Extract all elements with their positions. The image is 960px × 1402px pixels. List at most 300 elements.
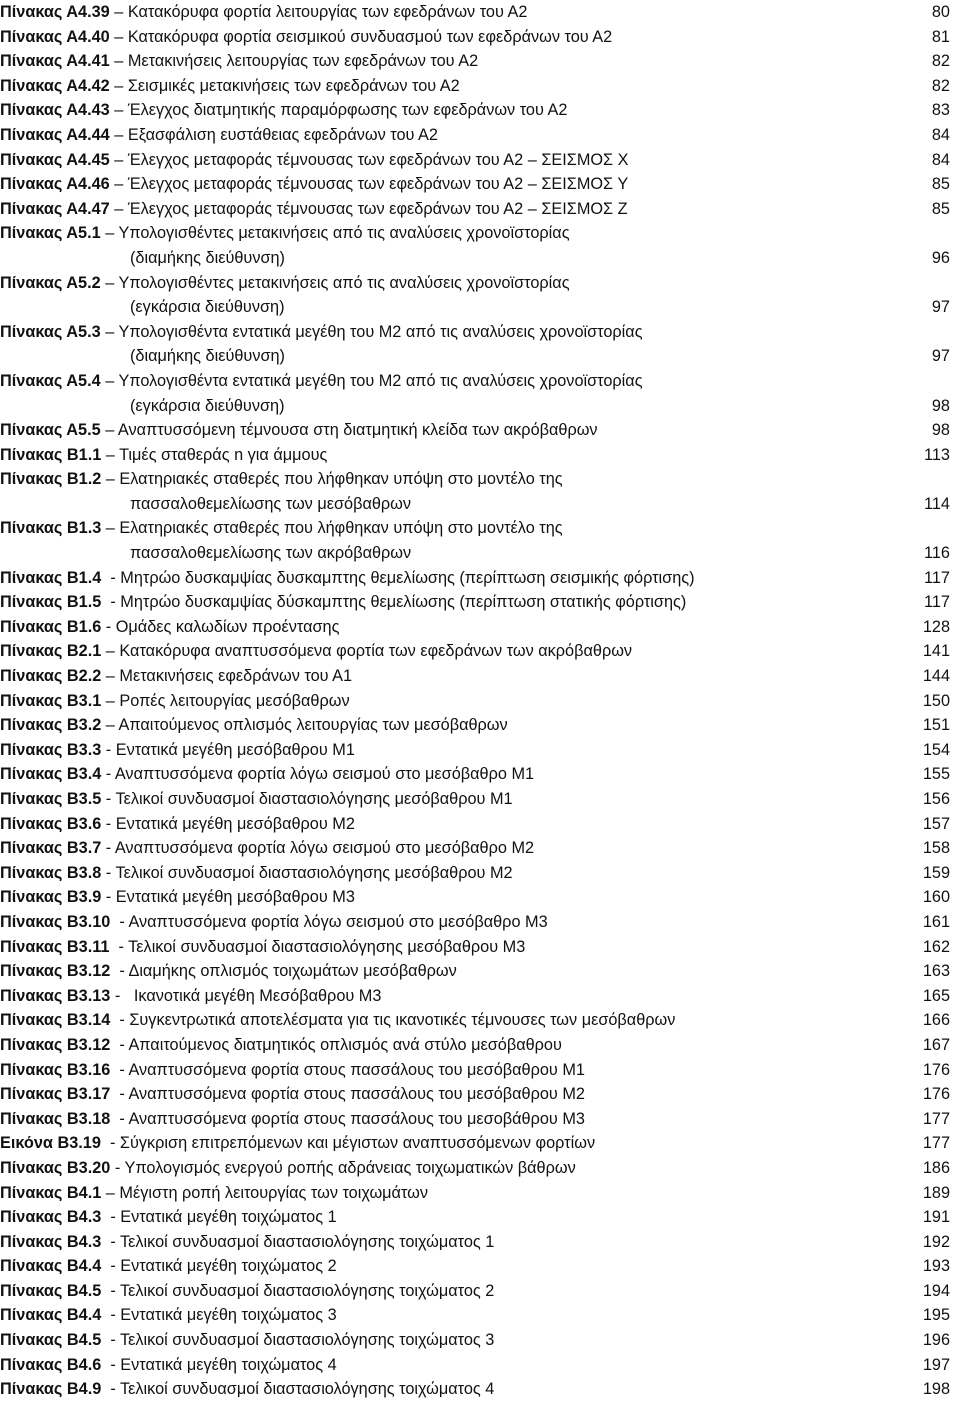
toc-row: [0, 74, 960, 99]
toc-entry[interactable]: [0, 123, 960, 148]
toc-separator: –: [101, 1183, 120, 1202]
toc-number: 42: [91, 76, 110, 95]
toc-description: Μητρώο δυσκαμψίας δυσκαμπτης θεμελίωσης (περίπτωση σεισμικής φόρτισης): [120, 568, 695, 587]
toc-description-continued: πασσαλοθεμελίωσης των ακρόβαθρων: [130, 544, 412, 563]
toc-separator: -: [101, 1281, 120, 1300]
toc-prefix: Πίνακας Α5.: [0, 371, 92, 390]
toc-number: 3: [92, 1208, 102, 1227]
toc-prefix: Πίνακας Β1.: [0, 445, 93, 464]
toc-label: [0, 812, 355, 837]
toc-entry[interactable]: [0, 516, 960, 565]
toc-entry[interactable]: [0, 615, 960, 640]
toc-separator: -: [101, 863, 116, 882]
toc-number: 2: [92, 716, 102, 735]
toc-entry[interactable]: [0, 1181, 960, 1206]
toc-separator: –: [100, 322, 119, 341]
toc-number: 5: [92, 593, 102, 612]
toc-row: [0, 1279, 960, 1304]
toc-prefix: Πίνακας Β3.: [0, 1035, 93, 1054]
toc-separator: –: [100, 224, 119, 243]
toc-description: Τελικοί συνδυασμοί διαστασιολόγησης τοιχώματος 1: [119, 1232, 495, 1251]
toc-entry[interactable]: [0, 1377, 960, 1402]
toc-number: 10: [92, 912, 111, 931]
toc-label: [0, 221, 570, 246]
toc-entry[interactable]: [0, 1082, 960, 1107]
toc-entry[interactable]: [0, 1156, 960, 1181]
toc-entry[interactable]: [0, 1008, 960, 1033]
toc-label: [0, 123, 438, 148]
toc-prefix: Πίνακας Α4.: [0, 27, 92, 46]
toc-prefix: Πίνακας Α4.: [0, 101, 92, 120]
toc-description: Ελατηριακές σταθερές που λήφθηκαν υπόψη στο μοντέλο της: [119, 519, 563, 538]
toc-page-number: 155: [922, 765, 950, 784]
toc-label: [0, 418, 598, 443]
toc-row: [0, 98, 960, 123]
toc-entry[interactable]: [0, 1033, 960, 1058]
toc-entry[interactable]: [0, 172, 960, 197]
toc-description: Υπολογισθέντα εντατικά μεγέθη του Μ2 από τις αναλύσεις χρονοϊστορίας: [118, 371, 643, 390]
toc-description-continued: πασσαλοθεμελίωσης των μεσόβαθρων: [130, 494, 412, 513]
toc-entry[interactable]: [0, 98, 960, 123]
toc-description: Αναπτυσσόμενα φορτία στους πασσάλους του μεσοβάθρου Μ3: [128, 1109, 585, 1128]
toc-prefix: Πίνακας Β1.: [0, 568, 93, 587]
toc-separator: –: [109, 125, 128, 144]
toc-entry[interactable]: [0, 836, 960, 861]
toc-label: [0, 1082, 585, 1107]
toc-page-number: 97: [931, 298, 950, 317]
toc-label: [0, 1254, 337, 1279]
toc-description: Εντατικά μεγέθη τοιχώματος 1: [120, 1208, 337, 1227]
toc-label: [0, 1008, 675, 1033]
toc-page-number: 80: [931, 3, 950, 21]
toc-number: 12: [92, 1035, 111, 1054]
toc-row: [0, 566, 960, 591]
toc-number: 46: [91, 175, 110, 194]
toc-number: 5: [91, 421, 101, 440]
toc-separator: -: [101, 765, 115, 784]
toc-prefix: Πίνακας Α4.: [0, 199, 92, 218]
toc-entry[interactable]: [0, 984, 960, 1009]
toc-label: [0, 1107, 585, 1132]
toc-prefix: Πίνακας Β3.: [0, 1011, 93, 1030]
toc-page-number: 176: [922, 1085, 950, 1104]
toc-prefix: Πίνακας Β3.: [0, 790, 93, 808]
toc-prefix: Πίνακας Β3.: [0, 986, 93, 1005]
toc-entry[interactable]: [0, 935, 960, 960]
toc-page-number: 82: [931, 52, 950, 71]
toc-prefix: Πίνακας Β3.: [0, 1158, 93, 1177]
toc-page-number: 194: [922, 1281, 950, 1300]
toc-row: [0, 590, 960, 615]
toc-entry[interactable]: [0, 566, 960, 591]
toc-prefix: Πίνακας Β4.: [0, 1183, 93, 1202]
toc-row: [0, 787, 960, 812]
toc-number: 4: [92, 568, 102, 587]
toc-label: [0, 910, 548, 935]
toc-description: Σεισμικές μετακινήσεις των εφεδράνων του Α2: [127, 76, 460, 95]
toc-page-number: 150: [922, 691, 950, 710]
toc-prefix: Πίνακας Β3.: [0, 1060, 93, 1079]
toc-label: [0, 762, 534, 787]
toc-page-number: 166: [922, 1011, 950, 1030]
toc-row: [0, 271, 960, 296]
toc-prefix: Πίνακας Α4.: [0, 52, 92, 71]
toc-separator: –: [101, 445, 120, 464]
toc-description: Εντατικά μεγέθη τοιχώματος 2: [120, 1257, 337, 1276]
toc-row: [0, 320, 960, 345]
toc-separator: -: [110, 1085, 129, 1104]
toc-row: [0, 1156, 960, 1181]
toc-description: Διαμήκης οπλισμός τοιχωμάτων μεσόβαθρων: [128, 962, 457, 981]
toc-page-number: 84: [931, 125, 950, 144]
toc-row: [0, 1033, 960, 1058]
toc-number: 4: [92, 765, 102, 784]
toc-row: [0, 123, 960, 148]
toc-entry[interactable]: [0, 148, 960, 173]
toc-prefix: Πίνακας Β3.: [0, 691, 93, 710]
toc-separator: –: [109, 52, 128, 71]
toc-separator: –: [101, 691, 120, 710]
toc-prefix: Πίνακας Α4.: [0, 175, 92, 194]
toc-number: 40: [91, 27, 110, 46]
toc-row: [0, 516, 960, 541]
toc-row: [0, 1058, 960, 1083]
toc-row: [0, 762, 960, 787]
toc-page-number: 82: [931, 76, 950, 95]
toc-entry[interactable]: [0, 590, 960, 615]
toc-page-number: 161: [922, 912, 950, 931]
toc-prefix: Πίνακας Β3.: [0, 1109, 93, 1128]
toc-entry[interactable]: [0, 1131, 960, 1156]
toc-page-number: 198: [922, 1380, 950, 1399]
toc-number: 17: [92, 1085, 111, 1104]
toc-row: [0, 172, 960, 197]
toc-number: 3: [92, 1232, 102, 1251]
toc-page-number: 192: [922, 1232, 950, 1251]
toc-label: [0, 738, 355, 763]
toc-prefix: Πίνακας Β2.: [0, 642, 93, 661]
toc-prefix: Πίνακας Β4.: [0, 1331, 93, 1350]
toc-description: Εντατικά μεγέθη μεσόβαθρου Μ1: [115, 740, 355, 759]
toc-separator: –: [109, 101, 128, 120]
toc-number: 5: [92, 1281, 102, 1300]
toc-number: 43: [91, 101, 110, 120]
toc-number: 14: [92, 1011, 111, 1030]
toc-prefix: Πίνακας Β1.: [0, 617, 93, 636]
toc-entry[interactable]: [0, 1058, 960, 1083]
toc-separator: -: [110, 1109, 129, 1128]
toc-separator: –: [100, 273, 119, 292]
toc-prefix: Πίνακας Β3.: [0, 888, 93, 907]
toc-entry[interactable]: [0, 910, 960, 935]
toc-description: Αναπτυσσόμενα φορτία λόγω σεισμού στο μεσόβαθρο Μ1: [114, 765, 535, 784]
toc-entry[interactable]: [0, 25, 960, 50]
toc-entry[interactable]: [0, 1353, 960, 1378]
toc-entry[interactable]: [0, 197, 960, 222]
toc-description: Τελικοί συνδυασμοί διαστασιολόγησης μεσόβαθρου Μ2: [115, 863, 513, 882]
toc-entry[interactable]: [0, 1205, 960, 1230]
toc-separator: –: [101, 519, 120, 538]
toc-page-number: 141: [922, 642, 950, 661]
toc-number: 41: [91, 52, 110, 71]
toc-row: [0, 221, 960, 246]
toc-number: 44: [91, 125, 110, 144]
toc-page-number: 154: [922, 740, 950, 759]
toc-number: 3: [91, 322, 101, 341]
toc-prefix: Πίνακας Β3.: [0, 814, 93, 833]
toc-description: Αναπτυσσόμενη τέμνουσα στη διατμητική κλείδα των ακρόβαθρων: [117, 421, 598, 440]
toc-page-number: 167: [922, 1035, 950, 1054]
toc-label: [0, 959, 457, 984]
toc-label: [0, 197, 628, 222]
toc-entry[interactable]: [0, 959, 960, 984]
toc-page-number: 113: [924, 445, 950, 464]
toc-page-number: 193: [922, 1257, 950, 1276]
toc-number: 47: [91, 199, 110, 218]
toc-row: [0, 935, 960, 960]
toc-entry[interactable]: [0, 221, 960, 270]
toc-page-number: 85: [931, 199, 950, 218]
toc-page-number: 157: [922, 814, 950, 833]
toc-prefix: Πίνακας Β3.: [0, 740, 93, 759]
toc-description: Τελικοί συνδυασμοί διαστασιολόγησης τοιχώματος 2: [119, 1281, 495, 1300]
toc-number: 3: [92, 740, 102, 759]
toc-description: Μετακινήσεις λειτουργίας των εφεδράνων του Α2: [127, 52, 479, 71]
toc-entry[interactable]: [0, 861, 960, 886]
toc-description: Αναπτυσσόμενα φορτία λόγω σεισμού στο μεσόβαθρο Μ3: [128, 912, 548, 931]
toc-row: [0, 713, 960, 738]
toc-entry[interactable]: [0, 738, 960, 763]
toc-prefix: Πίνακας Α5.: [0, 421, 92, 440]
toc-prefix: Πίνακας Β4.: [0, 1380, 93, 1399]
toc-description: Κατακόρυφα αναπτυσσόμενα φορτία των εφεδράνων των ακρόβαθρων: [119, 642, 633, 661]
toc-separator: –: [101, 716, 119, 735]
toc-page-number: 177: [922, 1109, 950, 1128]
toc-label: [0, 713, 508, 738]
toc-page-number: 84: [931, 150, 950, 169]
toc-row: [0, 1008, 960, 1033]
toc-entry[interactable]: [0, 664, 960, 689]
toc-separator: -: [101, 814, 116, 833]
toc-description-continued: (εγκάρσια διεύθυνση): [130, 396, 285, 415]
toc-label: [0, 1131, 595, 1156]
toc-number: 18: [92, 1109, 111, 1128]
toc-entry[interactable]: [0, 467, 960, 516]
toc-label: [0, 984, 381, 1009]
toc-page-number: 159: [922, 863, 950, 882]
toc-separator: –: [101, 667, 120, 686]
toc-entry[interactable]: [0, 1254, 960, 1279]
toc-description: Εντατικά μεγέθη μεσόβαθρου Μ2: [115, 814, 355, 833]
toc-label: [0, 1033, 562, 1058]
toc-description: Μέγιστη ροπή λειτουργίας των τοιχωμάτων: [119, 1183, 429, 1202]
toc-number: 1: [92, 1183, 102, 1202]
toc-entry[interactable]: [0, 1107, 960, 1132]
toc-prefix: Πίνακας Β4.: [0, 1232, 93, 1251]
toc-row: [0, 1328, 960, 1353]
toc-page-number: 189: [922, 1183, 950, 1202]
toc-label: [0, 689, 350, 714]
toc-description: Έλεγχος μεταφοράς τέμνουσας των εφεδράνων του Α2 – ΣΕΙΣΜΟΣ Ζ: [127, 199, 628, 218]
toc-page-number: 197: [922, 1355, 950, 1374]
toc-number: 2: [92, 470, 102, 489]
toc-page-number: 191: [922, 1208, 950, 1227]
toc-separator: -: [110, 1011, 130, 1030]
toc-entry[interactable]: [0, 369, 960, 418]
toc-description: Μετακινήσεις εφεδράνων του Α1: [119, 667, 353, 686]
toc-description: Τιμές σταθεράς n για άμμους: [119, 445, 328, 464]
toc-prefix: Εικόνα Β3.: [0, 1134, 83, 1153]
toc-prefix: Πίνακας Β4.: [0, 1355, 93, 1374]
toc-row: [0, 664, 960, 689]
toc-description: Έλεγχος μεταφοράς τέμνουσας των εφεδράνων του Α2 – ΣΕΙΣΜΟΣ Υ: [127, 175, 629, 194]
toc-label: [0, 467, 563, 492]
toc-page-number: 81: [931, 27, 950, 46]
toc-description: Ομάδες καλωδίων προέντασης: [115, 617, 340, 636]
toc-number: 8: [92, 863, 102, 882]
toc-number: 39: [91, 3, 110, 21]
toc-label: [0, 836, 534, 861]
toc-entry[interactable]: [0, 762, 960, 787]
toc-label: [0, 935, 525, 960]
toc-separator: –: [109, 3, 128, 21]
toc-row: [0, 467, 960, 492]
toc-separator: -: [101, 568, 121, 587]
toc-page-number: 85: [931, 175, 950, 194]
toc-description: Τελικοί συνδυασμοί διαστασιολόγησης μεσόβαθρου Μ1: [115, 790, 513, 808]
toc-separator: -: [110, 962, 129, 981]
toc-label: [0, 516, 563, 541]
toc-description: Μητρώο δυσκαμψίας δύσκαμπτης θεμελίωσης (περίπτωση στατικής φόρτισης): [120, 593, 687, 612]
toc-label: [0, 639, 632, 664]
toc-page-number: 186: [922, 1158, 950, 1177]
toc-entry[interactable]: [0, 713, 960, 738]
toc-page-number: 160: [922, 888, 950, 907]
toc-label: [0, 1230, 494, 1255]
toc-prefix: Πίνακας Β4.: [0, 1257, 93, 1276]
toc-description: Υπολογισθέντα εντατικά μεγέθη του Μ2 από τις αναλύσεις χρονοϊστορίας: [118, 322, 643, 341]
toc-label: [0, 885, 355, 910]
toc-entry[interactable]: [0, 320, 960, 369]
toc-entry[interactable]: [0, 812, 960, 837]
toc-entry[interactable]: [0, 639, 960, 664]
toc-page-number: 117: [924, 593, 950, 612]
toc-page-number: 114: [924, 494, 950, 513]
toc-description: Υπολογισθέντες μετακινήσεις από τις αναλύσεις χρονοϊστορίας: [118, 273, 570, 292]
toc-separator: -: [110, 1158, 125, 1177]
toc-label: [0, 1279, 494, 1304]
toc-prefix: Πίνακας Β3.: [0, 765, 93, 784]
toc-entry[interactable]: [0, 885, 960, 910]
toc-description-continued: (διαμήκης διεύθυνση): [130, 347, 285, 366]
toc-page-number: 116: [924, 544, 950, 563]
toc-label: [0, 320, 643, 345]
toc-row: [0, 738, 960, 763]
toc-entry[interactable]: [0, 689, 960, 714]
toc-entry[interactable]: [0, 1279, 960, 1304]
toc-page-number: 144: [922, 667, 950, 686]
toc-separator: –: [109, 150, 128, 169]
toc-label: [0, 271, 570, 296]
toc-page-number: 97: [931, 347, 950, 366]
toc-separator: -: [101, 1257, 121, 1276]
toc-prefix: Πίνακας Β3.: [0, 912, 93, 931]
toc-description: Έλεγχος διατμητικής παραμόρφωσης των εφεδράνων του Α2: [127, 101, 568, 120]
toc-description-continued: (εγκάρσια διεύθυνση): [130, 298, 285, 317]
toc-prefix: Πίνακας Β3.: [0, 839, 93, 858]
toc-entry[interactable]: [0, 271, 960, 320]
toc-prefix: Πίνακας Α4.: [0, 125, 92, 144]
toc-prefix: Πίνακας Α4.: [0, 150, 92, 169]
toc-label: [0, 0, 527, 25]
toc-page-number: 158: [922, 839, 950, 858]
toc-row: [0, 885, 960, 910]
toc-number: 12: [92, 962, 111, 981]
toc-row: [0, 1303, 960, 1328]
toc-row: [0, 1254, 960, 1279]
toc-prefix: Πίνακας Β3.: [0, 863, 93, 882]
toc-number: 20: [92, 1158, 111, 1177]
toc-label: [0, 787, 513, 812]
toc-prefix: Πίνακας Β4.: [0, 1306, 93, 1325]
toc-entry[interactable]: [0, 787, 960, 812]
toc-label: [0, 566, 695, 591]
toc-separator: -: [101, 839, 115, 858]
toc-entry[interactable]: [0, 443, 960, 468]
toc-entry[interactable]: [0, 0, 960, 25]
toc-number: 2: [92, 667, 102, 686]
toc-page-number: 176: [922, 1060, 950, 1079]
toc-entry[interactable]: [0, 49, 960, 74]
toc-description: Απαιτούμενος οπλισμός λειτουργίας των μεσόβαθρων: [118, 716, 508, 735]
toc-separator: –: [109, 76, 128, 95]
toc-description: Τελικοί συνδυασμοί διαστασιολόγησης τοιχώματος 3: [119, 1331, 495, 1350]
toc-entry[interactable]: [0, 1303, 960, 1328]
toc-row: [0, 836, 960, 861]
toc-label: [0, 1303, 337, 1328]
toc-page-number: 96: [931, 248, 950, 267]
toc-separator: -: [110, 1060, 129, 1079]
toc-entry[interactable]: [0, 74, 960, 99]
toc-number: 2: [91, 273, 101, 292]
toc-number: 6: [92, 814, 102, 833]
toc-row: [0, 49, 960, 74]
toc-number: 1: [92, 642, 102, 661]
toc-entry[interactable]: [0, 1230, 960, 1255]
toc-row-continued: [0, 394, 960, 419]
toc-description: Έλεγχος μεταφοράς τέμνουσας των εφεδράνων του Α2 – ΣΕΙΣΜΟΣ Χ: [127, 150, 629, 169]
toc-label: [0, 172, 628, 197]
toc-row: [0, 1082, 960, 1107]
toc-row: [0, 615, 960, 640]
toc-page-number: 162: [922, 937, 950, 956]
toc-separator: -: [101, 593, 121, 612]
toc-description: Συγκεντρωτικά αποτελέσματα για τις ικανοτικές τέμνουσες των μεσόβαθρων: [129, 1011, 676, 1030]
toc-entry[interactable]: [0, 418, 960, 443]
toc-separator: -: [101, 1380, 120, 1399]
toc-number: 1: [91, 224, 101, 243]
toc-entry[interactable]: [0, 1328, 960, 1353]
toc-separator: -: [110, 912, 129, 931]
toc-page-number: 177: [922, 1134, 950, 1153]
toc-separator: -: [101, 1208, 121, 1227]
toc-prefix: Πίνακας Α5.: [0, 322, 92, 341]
toc-separator: -: [110, 1035, 129, 1054]
toc-description: Τελικοί συνδυασμοί διαστασιολόγησης τοιχώματος 4: [119, 1380, 495, 1399]
toc-number: 9: [92, 1380, 102, 1399]
toc-row: [0, 1230, 960, 1255]
toc-number: 4: [91, 371, 101, 390]
